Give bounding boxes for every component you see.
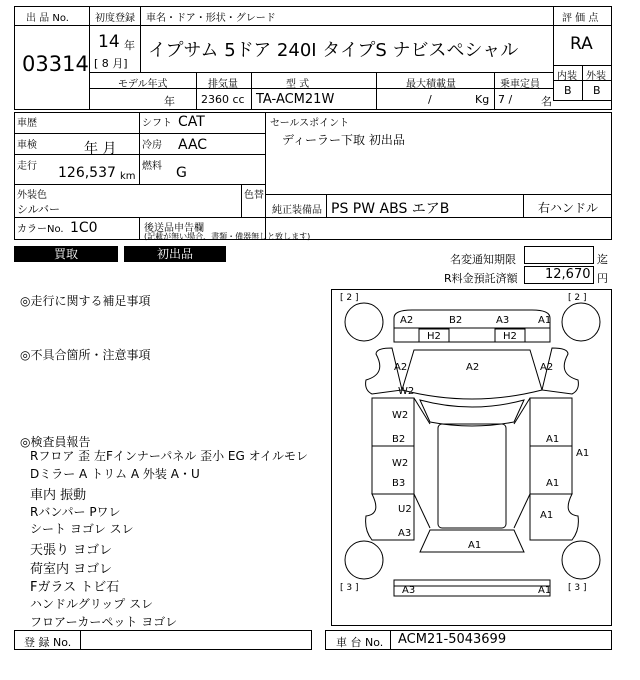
- type-value: TA-ACM21W: [256, 92, 335, 107]
- capacity-unit: 名: [541, 95, 552, 108]
- post-declaration-label: 後送品申告欄: [144, 223, 204, 234]
- damage-mark-front-fender-right: A2: [540, 362, 554, 373]
- remark-line: Dミラー A トリム A 外装 A・U: [30, 467, 200, 481]
- damage-mark-headlight-right: H2: [503, 331, 517, 342]
- mileage-label: 走行: [17, 161, 37, 172]
- damage-mark-front-door-left-w2: W2: [392, 410, 409, 421]
- inspection-value: 年 月: [84, 141, 117, 157]
- displacement-value: 2360 cc: [201, 93, 245, 106]
- color-no-label: カラーNo.: [17, 224, 64, 235]
- recycle-label: R料金預託済額: [444, 272, 518, 285]
- damage-mark-rear-bumper-right: A1: [538, 585, 552, 596]
- year-unit: 年: [124, 39, 135, 52]
- damage-mark-front-bumper-far-right: A1: [538, 315, 552, 326]
- damage-mark-hood: A2: [466, 362, 480, 373]
- steering-value: 右ハンドル: [538, 201, 599, 215]
- displacement-label: 排気量: [208, 79, 238, 90]
- interior-score: B: [564, 84, 572, 97]
- damage-mark-front-door-left-b2: B2: [392, 434, 406, 445]
- remark-line: 車内 振動: [30, 488, 87, 503]
- front-bumper: [394, 310, 550, 342]
- sales-point-value: ディーラー下取 初出品: [282, 133, 405, 147]
- hood: [402, 350, 542, 399]
- rear-fender-right: [530, 494, 578, 540]
- remark-line: 天張り ヨゴレ: [30, 543, 113, 558]
- meter-deadline-field: [524, 246, 594, 264]
- max-load-label: 最大積載量: [406, 79, 456, 90]
- defect-title: ◎不具合箇所・注意事項: [20, 348, 151, 362]
- damage-mark-front-door-right: A1: [546, 434, 560, 445]
- remark-line: Fガラス トビ石: [30, 580, 120, 595]
- first-registration-year: 14: [98, 32, 120, 52]
- tire-rear-right: [562, 541, 600, 579]
- first-listing-badge: 初出品: [124, 246, 226, 262]
- tire-label-rear-left: [ 3 ]: [340, 583, 359, 593]
- lot-number-label: 出 品 No.: [26, 13, 69, 24]
- max-load-unit: Kg: [475, 93, 490, 106]
- damage-mark-rear-door-left-w2: W2: [392, 458, 409, 469]
- damage-mark-front-bumper-center: B2: [449, 315, 463, 326]
- inspection-label: 車検: [17, 140, 37, 151]
- tire-label-front-right: [ 2 ]: [568, 293, 587, 303]
- fuel-value: G: [176, 165, 187, 181]
- mileage-value: 126,537: [58, 165, 116, 181]
- damage-mark-rear-door-right: A1: [546, 478, 560, 489]
- model-year-value: 年: [164, 95, 175, 108]
- damage-mark-right-side: A1: [576, 448, 590, 459]
- recycle-unit: 円: [597, 272, 608, 285]
- post-declaration-note: (記載が無い場合、書類・備器無しと致します): [144, 232, 311, 241]
- damage-mark-rear-fender-left-a3: A3: [398, 528, 412, 539]
- exterior-label: 外装: [586, 71, 606, 82]
- damage-mark-rear-fender-right: A1: [540, 510, 554, 521]
- chassis-number-label: 車 台 No.: [336, 636, 384, 649]
- supplement-title: ◎走行に関する補足事項: [20, 294, 151, 308]
- windshield: [420, 400, 524, 426]
- chassis-number-value: ACM21-5043699: [398, 632, 507, 647]
- remark-line: ハンドルグリップ スレ: [30, 597, 154, 611]
- shift-label: シフト: [142, 118, 172, 129]
- capacity-label: 乗車定員: [500, 79, 540, 90]
- tire-front-left: [345, 303, 383, 341]
- buy-badge: 買取: [14, 246, 118, 262]
- first-registration-label: 初度登録: [95, 13, 135, 24]
- interior-label: 内装: [557, 71, 577, 82]
- lot-number: 03314: [22, 52, 89, 76]
- damage-mark-rear-window: A1: [468, 540, 482, 551]
- damage-mark-front-bumper-left: A2: [400, 315, 414, 326]
- meter-deadline-unit: 迄: [597, 253, 608, 266]
- cooling-label: 冷房: [142, 140, 162, 151]
- equipment-value: PS PW ABS エアB: [331, 201, 450, 217]
- model-year-label: モデル年式: [118, 79, 168, 90]
- damage-mark-rear-fender-left-u2: U2: [398, 504, 412, 515]
- color-no-value: 1C0: [70, 220, 98, 236]
- history-label: 車歴: [17, 118, 37, 129]
- damage-mark-rear-bumper-left: A3: [402, 585, 416, 596]
- tire-label-front-left: [ 2 ]: [340, 293, 359, 303]
- damage-mark-side-w2-front: W2: [398, 386, 415, 397]
- car-name-label: 車名・ドア・形状・グレード: [146, 13, 276, 24]
- exterior-score: B: [593, 84, 601, 97]
- roof: [438, 424, 506, 528]
- type-label: 型 式: [286, 79, 310, 90]
- remark-line: フロアーカーペット ヨゴレ: [30, 615, 178, 629]
- fuel-label: 燃料: [142, 161, 162, 172]
- mileage-unit: km: [120, 171, 136, 182]
- rear-bumper: [394, 580, 550, 596]
- equipment-label: 純正装備品: [272, 205, 322, 216]
- car-diagram-svg: [332, 290, 611, 625]
- capacity-value: 7 /: [498, 93, 513, 106]
- exterior-color-label: 外装色: [17, 190, 47, 201]
- max-load-value: /: [428, 93, 432, 106]
- damage-mark-headlight-left: H2: [427, 331, 441, 342]
- car-diagram: [331, 289, 612, 626]
- remark-line: シート ヨゴレ スレ: [30, 522, 134, 536]
- registration-number-label: 登 録 No.: [24, 636, 72, 649]
- remark-line: Rフロア 歪 左Fインナーパネル 歪小 EG オイルモレ: [30, 449, 308, 463]
- damage-mark-front-bumper-right: A3: [496, 315, 510, 326]
- shift-value: CAT: [178, 114, 205, 130]
- remark-line: 荷室内 ヨゴレ: [30, 562, 113, 577]
- damage-mark-rear-door-left-b3: B3: [392, 478, 406, 489]
- remark-line: Rバンパー Pワレ: [30, 505, 121, 519]
- recycle-value: 12,670: [545, 267, 591, 282]
- damage-mark-front-fender-left: A2: [394, 362, 408, 373]
- car-name: イプサム 5ドア 240I タイプS ナビスペシャル: [148, 40, 519, 61]
- tire-front-right: [562, 303, 600, 341]
- tire-rear-left: [345, 541, 383, 579]
- first-registration-month: [ 8 月]: [94, 57, 128, 70]
- inspector-title: ◎検査員報告: [20, 435, 91, 449]
- cooling-value: AAC: [178, 137, 208, 153]
- exterior-color-value: シルバー: [17, 203, 60, 216]
- color-change-label: 色替: [244, 190, 264, 201]
- sales-point-label: セールスポイント: [270, 118, 350, 129]
- score-value: RA: [570, 34, 593, 54]
- tire-label-rear-right: [ 3 ]: [568, 583, 587, 593]
- score-label: 評 価 点: [562, 13, 599, 24]
- meter-deadline-label: 名変通知期限: [450, 253, 516, 266]
